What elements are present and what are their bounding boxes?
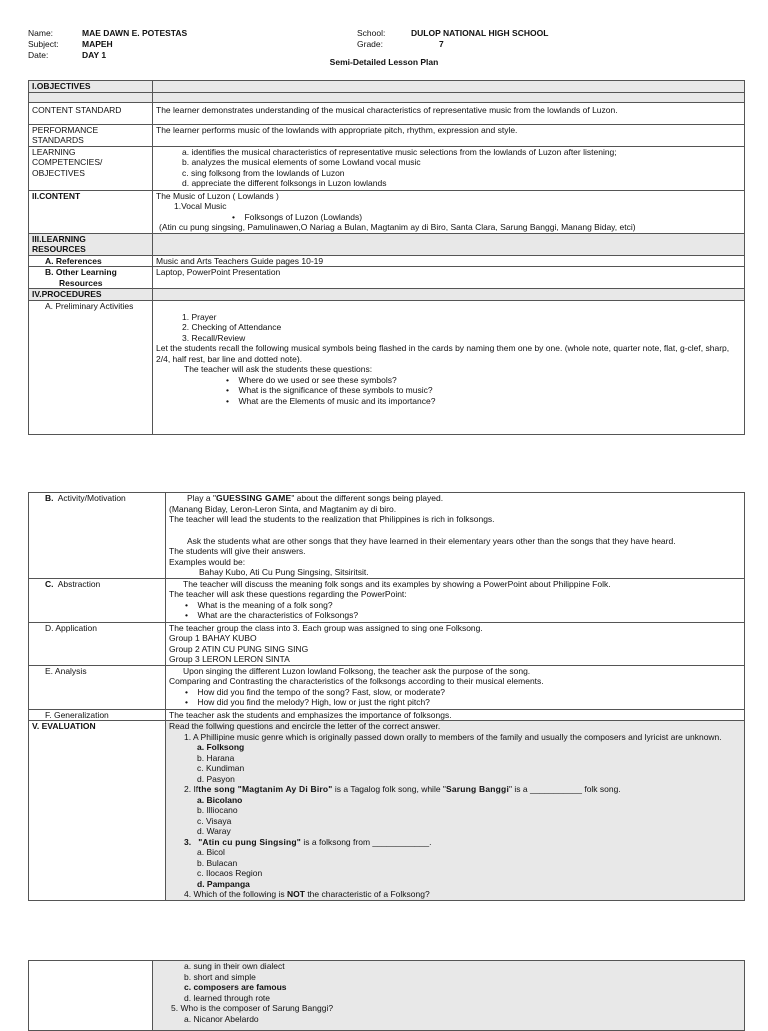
document-title: Semi-Detailed Lesson Plan [329,57,439,67]
abstraction-question: • What are the characteristics of Folksongs? [185,610,359,620]
competencies-label [29,146,153,190]
lesson-plan-table-2 [28,492,745,901]
date-value: DAY 1 [82,50,107,60]
activity-line: (Manang Biday, Leron-Leron Sinta, and Magtanim ay di biro. [169,503,397,514]
option: a. Bicol [197,847,225,857]
heading-line: III.LEARNING [32,233,86,244]
lesson-plan-table-1 [28,80,745,435]
performance-label [29,124,153,146]
competencies-label-line: LEARNING [32,146,76,157]
learning-resources-cell [153,233,745,255]
option: c. Visaya [197,815,232,826]
grade-value: 7 [439,39,444,49]
label-line: Resources [59,277,103,288]
question-text: What are the characteristics of Folksongs? [197,610,359,620]
prelim-item: 1. Prayer [182,311,217,322]
content-line: 1.Vocal Music [174,201,227,211]
application-label: D. Application [29,622,166,665]
activity-text [166,493,745,579]
school-value: DULOP NATIONAL HIGH SCHOOL [411,28,549,38]
generalization-text: The teacher ask the students and emphasizes the importance of folksongs. [166,709,745,721]
evaluation-intro: Read the follwing questions and encircle the letter of the correct answer. [169,721,441,731]
content-bullet: • Folksongs of Luzon (Lowlands) [232,211,363,222]
activity-line [169,493,741,504]
option: c. Ilocaos Region [197,868,263,878]
question-5: 5. Who is the composer of Sarung Banggi? [171,1003,334,1013]
option: b. Bulacan [197,857,238,868]
abstraction-line: The teacher will ask these questions regarding the PowerPoint: [169,589,407,599]
content-heading: II.CONTENT [29,190,153,233]
other-resources-label [29,267,153,289]
abstraction-label-text: Abstraction [57,578,101,589]
references-text: Music and Arts Teachers Guide pages 10-19 [153,255,745,267]
subject-label: Subject: [28,39,59,49]
content-standard-text: The learner demonstrates understanding of the musical characteristics of representative music from the lowlands of Luzon. [153,102,745,124]
option: b. Harana [197,752,235,763]
performance-text: The learner performs music of the lowlands with appropriate pitch, rhythm, expression and style. [153,124,745,146]
text: "Atin cu pung Singsing" [198,836,302,847]
question-text: How did you find the tempo of the song? Fast, slow, or moderate? [197,686,446,697]
evaluation-heading: V. EVALUATION [29,721,166,901]
abstraction-letter: C. [45,578,54,589]
text: " about the different songs being played. [291,493,444,503]
name-value: MAE DAWN E. POTESTAS [82,28,188,38]
question-4 [169,889,741,900]
competency-item: b. analyzes the musical elements of some Lowland vocal music [182,157,421,167]
procedures-heading: IV.PROCEDURES [29,289,153,301]
competencies-label-line: OBJECTIVES [32,167,85,178]
option: d. Pampanga [197,878,250,889]
learning-resources-heading [29,233,153,255]
procedures-cell [153,289,745,301]
abstraction-line: The teacher will discuss the meaning folk songs and its examples by showing a PowerPoint about Philippine Folk. [183,578,611,589]
analysis-label: E. Analysis [29,665,166,709]
question-text: How did you find the melody? High, low or just the right pitch? [197,697,430,707]
date-label: Date: [28,50,49,60]
activity-line: Ask the students what are other songs that they have learned in their elementary years other than the songs that they have heard. [187,535,676,546]
subject-value: MAPEH [82,39,113,49]
objectives-heading: I.OBJECTIVES [29,81,153,93]
generalization-label: F. Generalization [29,709,166,721]
activity-letter: B. [45,493,54,503]
option: c. composers are famous [184,982,287,992]
analysis-line: Comparing and Contrasting the characteristics of the folksongs according to their musical elements. [169,676,544,686]
evaluation-continued [153,961,745,1031]
guessing-game-text: GUESSING GAME [216,493,292,503]
content-line: The Music of Luzon ( Lowlands ) [156,190,279,201]
application-line: Group 2 ATIN CU PUNG SING SING [169,643,309,654]
content-text [153,190,745,233]
prelim-item: 2. Checking of Attendance [182,322,282,332]
text: is a folksong from ____________. [301,836,432,847]
question-3 [169,837,741,848]
analysis-text [166,665,745,709]
option: d. learned through rote [184,992,271,1003]
grade-label: Grade: [357,39,383,49]
competencies-list [153,146,745,190]
text: Play a " [187,493,217,503]
option: a. Folksong [197,742,245,752]
text: " is a ___________ folk song. [509,784,621,794]
heading-line: RESOURCES [32,244,86,254]
question-text: What is the meaning of a folk song? [197,599,333,610]
text: is a Tagalog folk song, while " [332,784,446,794]
application-text [166,622,745,665]
activity-line: Examples would be: [169,556,246,567]
option: d. Waray [197,826,231,836]
text: 2. If [184,784,199,794]
prelim-item: 3. Recall/Review [182,332,246,343]
activity-line: The students will give their answers. [169,546,306,556]
prelim-question-text: Where do we used or see these symbols? [238,374,397,385]
prelim-question: • What are the Elements of music and its importance? [226,395,436,406]
preliminary-activities-label: A. Preliminary Activities [29,300,153,434]
content-standard-label: CONTENT STANDARD [29,102,153,124]
abstraction-label [29,578,166,622]
name-label: Name: [28,28,54,38]
text: 3. [184,836,192,847]
references-label: A. References [29,255,153,267]
text: the characteristic of a Folksong? [304,889,430,899]
spacer-cell [153,92,745,102]
option: d. Pasyon [197,773,235,784]
option: c. Kundiman [197,763,245,773]
performance-label-line: STANDARDS [32,135,84,145]
performance-label-line: PERFORMANCE [32,124,99,135]
activity-label-text: Activity/Motivation [57,493,126,503]
option: a. sung in their own dialect [184,961,285,971]
competency-item: d. appreciate the different folksongs in Luzon lowlands [182,178,387,188]
activity-label [29,493,166,579]
other-resources-text: Laptop, PowerPoint Presentation [153,267,745,289]
content-bullet-text: Folksongs of Luzon (Lowlands) [244,211,363,222]
text: Sarung Banggi [445,784,509,794]
school-label: School: [357,28,386,38]
option: b. Illiocano [197,805,238,815]
prelim-paragraph: Let the students recall the following musical symbols being flashed in the cards by naming them one by one. (whole note, quarter note, flat, g-clef, sharp, 2/4, half rest, bar line and dotted note). [156,343,730,364]
text: the song "Magtanim Ay Di Biro" [198,784,333,794]
text: 4. Which of the following is [184,889,287,899]
text: NOT [287,889,305,899]
prelim-question-text: What is the significance of these symbols to music? [238,385,433,395]
question-2 [169,784,741,795]
competencies-label-line: COMPETENCIES/ [32,157,103,167]
preliminary-activities-text [153,300,745,434]
abstraction-question: • What is the meaning of a folk song? [185,599,333,610]
empty-label-cell [29,961,153,1031]
lesson-plan-table-3 [28,960,745,1031]
activity-line: Bahay Kubo, Ati Cu Pung Singsing, Sitsiritsit. [199,567,369,577]
option: b. short and simple [184,971,256,982]
option: a. Bicolano [197,794,243,805]
application-line: Group 1 BAHAY KUBO [169,633,257,643]
prelim-paragraph: The teacher will ask the students these questions: [184,364,373,374]
evaluation-text [166,721,745,901]
question-1: 1. A Phillipine music genre which is originally passed down orally to members of the family and usually the composers and lyricist are unknown. [184,731,722,742]
spacer-cell [29,92,153,102]
prelim-question: • Where do we used or see these symbols? [226,374,397,385]
analysis-question: • How did you find the tempo of the song? Fast, slow, or moderate? [185,686,446,697]
option: a. Nicanor Abelardo [184,1013,259,1024]
content-line: (Atin cu pung singsing, Pamulinawen,O Nariag a Bulan, Magtanim ay di Biro, Santa Clara, Sarung Banggi, Manang Biday, etci) [159,222,636,232]
activity-line: The teacher will lead the students to the realization that Philippines is rich in folksongs. [169,514,495,524]
abstraction-text [166,578,745,622]
analysis-line: Upon singing the different Luzon lowland Folksong, the teacher ask the purpose of the song. [183,665,531,676]
prelim-question-text: What are the Elements of music and its importance? [238,395,436,406]
analysis-question: • How did you find the melody? High, low or just the right pitch? [185,697,430,707]
application-line: The teacher group the class into 3. Each group was assigned to sing one Folksong. [169,622,483,633]
application-line: Group 3 LERON LERON SINTA [169,654,290,664]
competency-item: a. identifies the musical characteristics of representative music selections from the lowlands of Luzon after listening; [182,146,617,157]
objectives-cell [153,81,745,93]
prelim-question: • What is the significance of these symbols to music? [226,385,433,395]
label-line: B. Other Learning [45,267,117,277]
competency-item: c. sing folksong from the lowlands of Luzon [182,167,345,178]
